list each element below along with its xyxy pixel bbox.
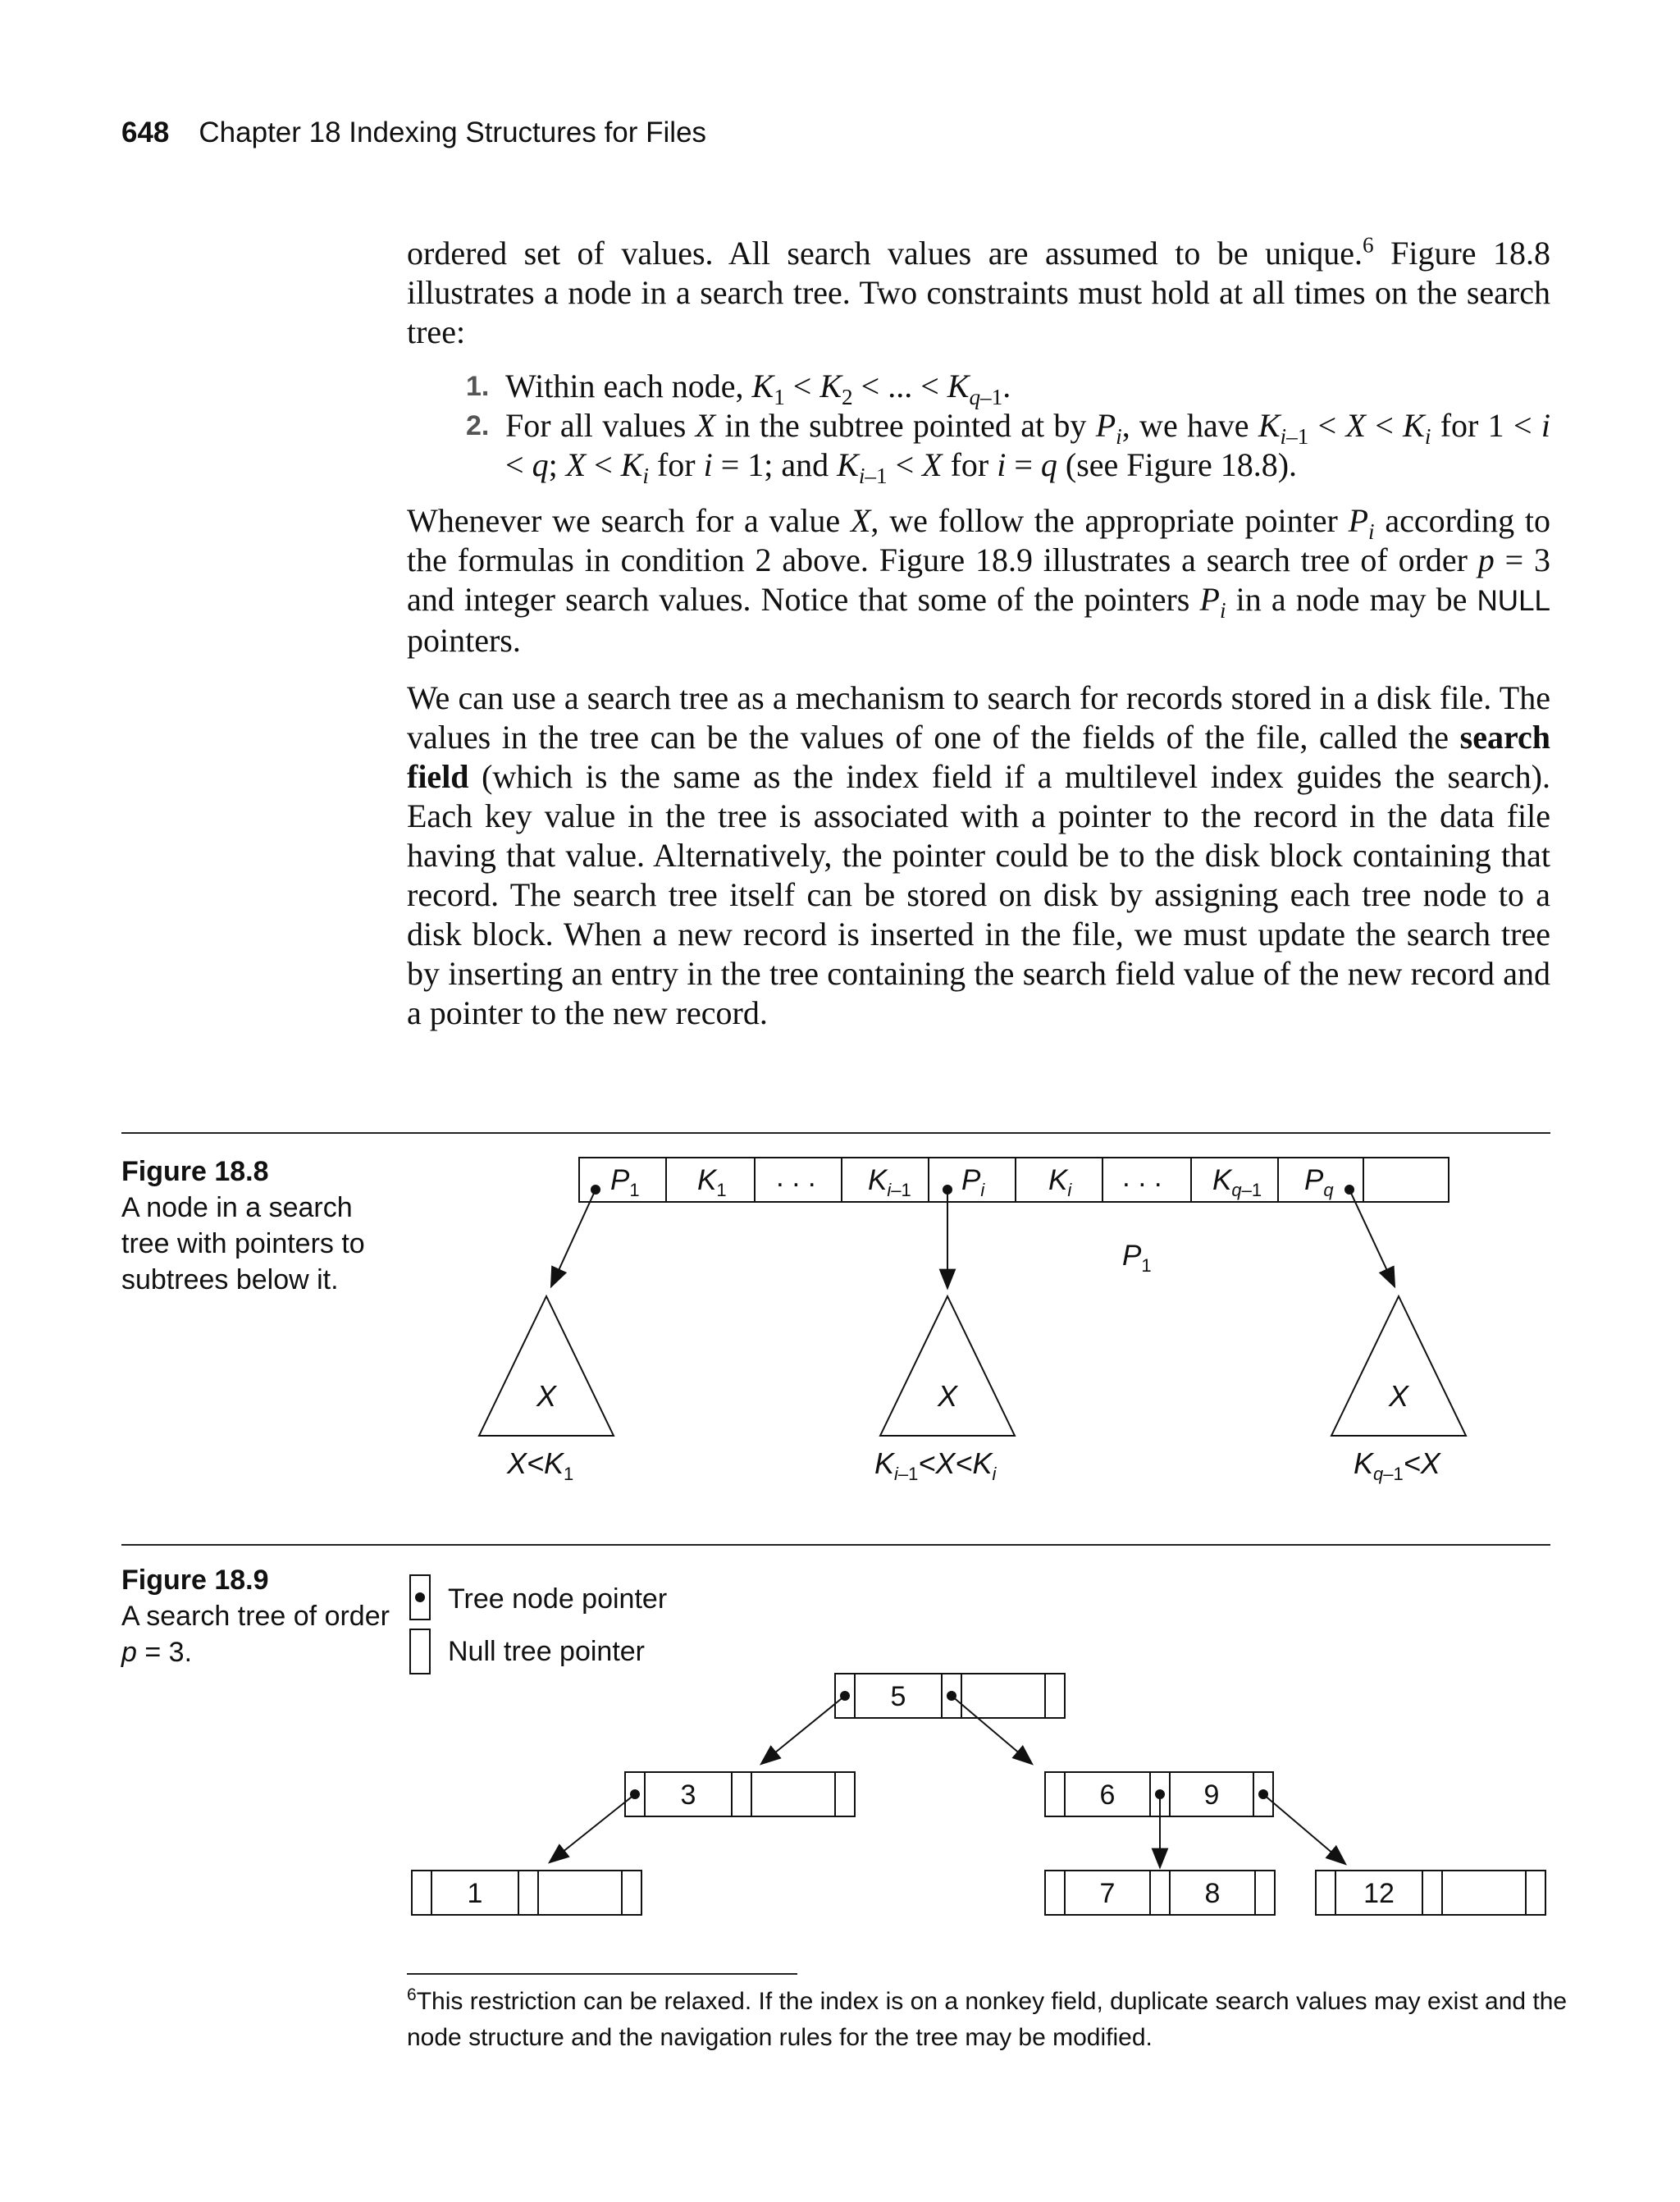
cell-pq: $P_q$ bbox=[1304, 1164, 1334, 1200]
left-node-value: 3 bbox=[680, 1779, 696, 1811]
legend-null-tree-pointer: Null tree pointer bbox=[448, 1636, 646, 1667]
condition-right: $K_q-1<X$ bbox=[1354, 1446, 1440, 1484]
figure-18-8-title: Figure 18.8 bbox=[121, 1156, 269, 1187]
cell-k1: $K_1$ bbox=[697, 1164, 727, 1200]
running-header bbox=[121, 116, 706, 149]
leaf-value-7: 7 bbox=[1099, 1878, 1116, 1909]
cell-p1: $P_1$ bbox=[610, 1164, 640, 1200]
figure-18-9-title: Figure 18.9 bbox=[121, 1565, 269, 1596]
stray-p1-label: $P_1$ bbox=[1122, 1240, 1152, 1276]
figure-18-8-caption: Figure 18.8 A node in a search tree with pointers to subtrees below it. bbox=[121, 1154, 400, 1298]
legend-tree-node-pointer: Tree node pointer bbox=[448, 1583, 668, 1615]
condition-left: $X<K_1$ bbox=[507, 1446, 574, 1484]
cell-ellipsis-1: . . . bbox=[776, 1161, 816, 1193]
legend bbox=[410, 1575, 667, 1674]
footnote-ref[interactable]: 6 bbox=[1363, 232, 1374, 258]
root-value: 5 bbox=[890, 1681, 906, 1712]
cell-pi: $P_i$ bbox=[961, 1164, 985, 1200]
paragraph-2: Whenever we search for a value X, we follow the appropriate pointer $P_i$ according to the formulas in condition 2 above. Figure 18.9 illustrates a search tree of order p = 3 and integer search values. Notice that some of the pointers $P_i$ in a node may be NULL pointers. bbox=[407, 502, 1551, 659]
legend-null-pointer-box bbox=[410, 1629, 430, 1674]
subtree-label-right: X bbox=[1388, 1379, 1409, 1413]
leaf-node-7-8 bbox=[1045, 1871, 1275, 1915]
cell-ki-minus-1: $K_i-1$ bbox=[868, 1164, 911, 1200]
page-number: 648 bbox=[121, 116, 170, 148]
left-node bbox=[625, 1772, 855, 1816]
cell-ki: $K_i$ bbox=[1048, 1164, 1072, 1200]
middle-subtree-triangle bbox=[880, 1296, 1015, 1436]
body-text bbox=[407, 234, 1550, 1033]
leaf-node-12 bbox=[1316, 1871, 1545, 1915]
subtree-conditions bbox=[506, 1446, 1442, 1484]
footnote-text: This restriction can be relaxed. If the index is on a nonkey field, duplicate search values may exist and the node structure and the navigation rules for the tree may be modified. bbox=[407, 1988, 1568, 2051]
footnote-rule bbox=[407, 1973, 797, 1975]
subtree-label-middle: X bbox=[937, 1379, 958, 1413]
paragraph-1: ordered set of values. All search values are assumed to be unique.$^6$ Figure 18.8 illustrates a node in a search tree. Two constraints must hold at all times on the search tree: bbox=[407, 232, 1550, 350]
right-node-value-2: 9 bbox=[1203, 1779, 1220, 1811]
footnote-marker: 6 bbox=[407, 1985, 417, 2004]
arrow-to-right-subtree bbox=[1349, 1190, 1395, 1286]
paragraph-3: We can use a search tree as a mechanism to search for records stored in a disk file. The values in the tree can be the values of one of the fields of the file, called the search field (which is the same as the index field if a multilevel index guides the search). Each key value in the tree is associated with a pointer to the record in the data file having that value. Alternatively, the pointer could be to the disk block containing that record. The search tree itself can be stored on disk by assigning each tree node to a disk block. When a new record is inserted in the file, we must update the search tree by inserting an entry in the tree containing the search field value of the new record and a pointer to the new record. bbox=[407, 679, 1550, 1031]
tree-pointer-dots-18-9 bbox=[630, 1691, 1268, 1799]
leaf-node-1 bbox=[412, 1871, 641, 1915]
constraint-list bbox=[407, 367, 1551, 488]
condition-middle: $K_i-1<X<K_i$ bbox=[874, 1446, 997, 1484]
arrow-to-left-subtree bbox=[551, 1190, 596, 1286]
figure-18-9-diagram bbox=[0, 1542, 1680, 1953]
figure-18-9-caption: Figure 18.9 A search tree of order p = 3. bbox=[121, 1562, 400, 1670]
figure-divider-18-8 bbox=[121, 1132, 1550, 1134]
cell-kq-minus-1: $K_q-1$ bbox=[1212, 1164, 1262, 1200]
leaf-value-8: 8 bbox=[1204, 1878, 1221, 1909]
legend-pointer-dot bbox=[415, 1592, 425, 1602]
cell-ellipsis-2: . . . bbox=[1122, 1161, 1162, 1193]
running-title: Chapter 18 Indexing Structures for Files bbox=[199, 116, 707, 148]
leaf-value-1: 1 bbox=[467, 1878, 483, 1909]
node-cell-labels bbox=[610, 1161, 1334, 1276]
subtree-labels bbox=[536, 1379, 1410, 1413]
constraint-2: 2. For all values X in the subtree pointed at by $P_i$, we have $K_{i-1} < X < K_i$ for 1 < i < q; $X < K_i$ for i = 1; and $K_{i-1} < X$ for i = q (see Figure 18.8). bbox=[466, 407, 1551, 488]
right-node-value-1: 6 bbox=[1099, 1779, 1116, 1811]
left-subtree-triangle bbox=[479, 1296, 614, 1436]
leaf-value-12: 12 bbox=[1363, 1878, 1395, 1909]
subtree-pointer-arrows bbox=[551, 1190, 1395, 1288]
right-subtree-triangle bbox=[1331, 1296, 1466, 1436]
constraint-1: 1. Within each node, $K_1 < K_2$ < ... < $K_{q-1}$. bbox=[466, 368, 1011, 409]
subtrees bbox=[479, 1296, 1466, 1436]
footnote bbox=[407, 1984, 1572, 2056]
figure-18-8-diagram bbox=[0, 1140, 1680, 1518]
tree-pointer-arrows-18-9 bbox=[550, 1696, 1345, 1867]
subtree-label-left: X bbox=[536, 1379, 557, 1413]
